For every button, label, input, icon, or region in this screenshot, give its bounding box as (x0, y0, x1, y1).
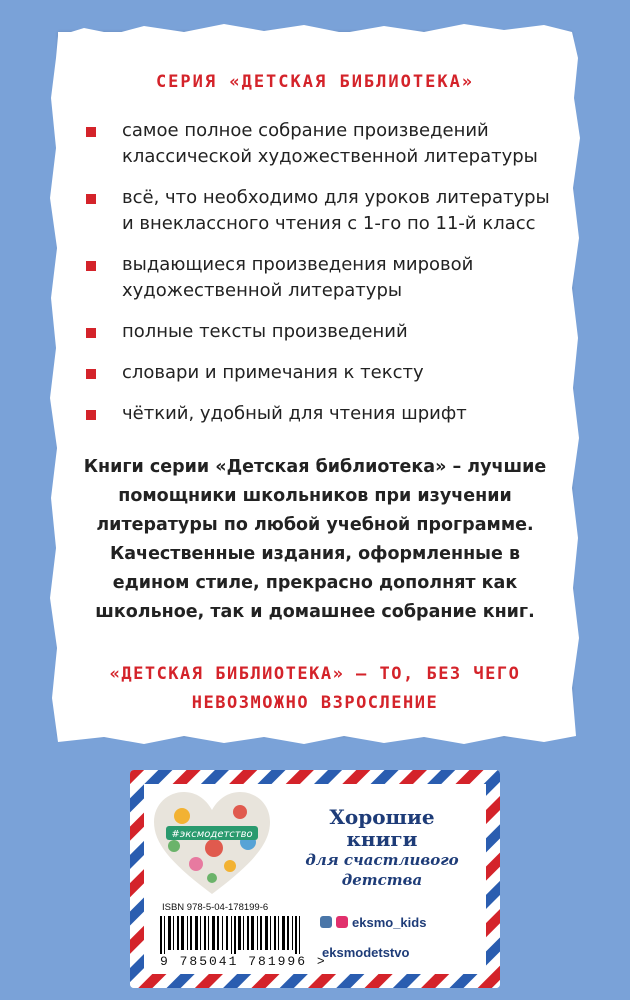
social-row (320, 912, 426, 932)
bullet-square-icon (86, 410, 96, 420)
bullet-square-icon (86, 328, 96, 338)
bullet-square-icon (86, 194, 96, 204)
instagram-icon (336, 916, 348, 928)
torn-paper-panel (58, 32, 572, 736)
list-item: всё, что необходимо для уроков литературы и внеклассного чтения с 1-го по 11-й класс (86, 185, 556, 237)
social-handle-kids[interactable]: eksmo_kids (352, 914, 427, 930)
card-slogan: Хорошие книги для счастливого детства (305, 805, 459, 889)
social-handle-detstvo[interactable]: eksmodetstvo (322, 944, 410, 960)
barcode-number: 9 785041 781996 > (160, 954, 327, 969)
heart-logo-icon (152, 790, 272, 898)
feature-list (86, 118, 556, 442)
list-item: словари и примечания к тексту (86, 360, 556, 386)
series-slogan: «ДЕТСКАЯ БИБЛИОТЕКА» – ТО, БЕЗ ЧЕГО НЕВОЗМОЖНО ВЗРОСЛЕНИЕ (109, 664, 521, 713)
list-item: полные тексты произведений (86, 319, 556, 345)
card-content (144, 784, 486, 974)
bullet-square-icon (86, 127, 96, 137)
social-links (320, 912, 426, 962)
list-item: чёткий, удобный для чтения шрифт (86, 401, 556, 427)
bullet-square-icon (86, 261, 96, 271)
list-item: выдающиеся произведения мировой художественной литературы (86, 252, 556, 304)
hashtag-label: #эксмодетство (171, 829, 253, 840)
airmail-card (130, 770, 500, 988)
series-description: Книги серии «Детская библиотека» – лучшие помощники школьников при изучении литературы по любой учебной программе. Качественные издания, оформленные в едином стиле, прекрасно дополнят как школьное, так и домашнее собрание книг. (83, 457, 547, 622)
isbn-number: ISBN 978-5-04-178199-6 (162, 902, 269, 913)
bullet-square-icon (86, 369, 96, 379)
list-item: самое полное собрание произведений классической художественной литературы (86, 118, 556, 170)
series-title: СЕРИЯ «ДЕТСКАЯ БИБЛИОТЕКА» (155, 72, 475, 92)
barcode-icon (160, 916, 308, 954)
social-row (320, 942, 426, 962)
vk-icon (320, 916, 332, 928)
